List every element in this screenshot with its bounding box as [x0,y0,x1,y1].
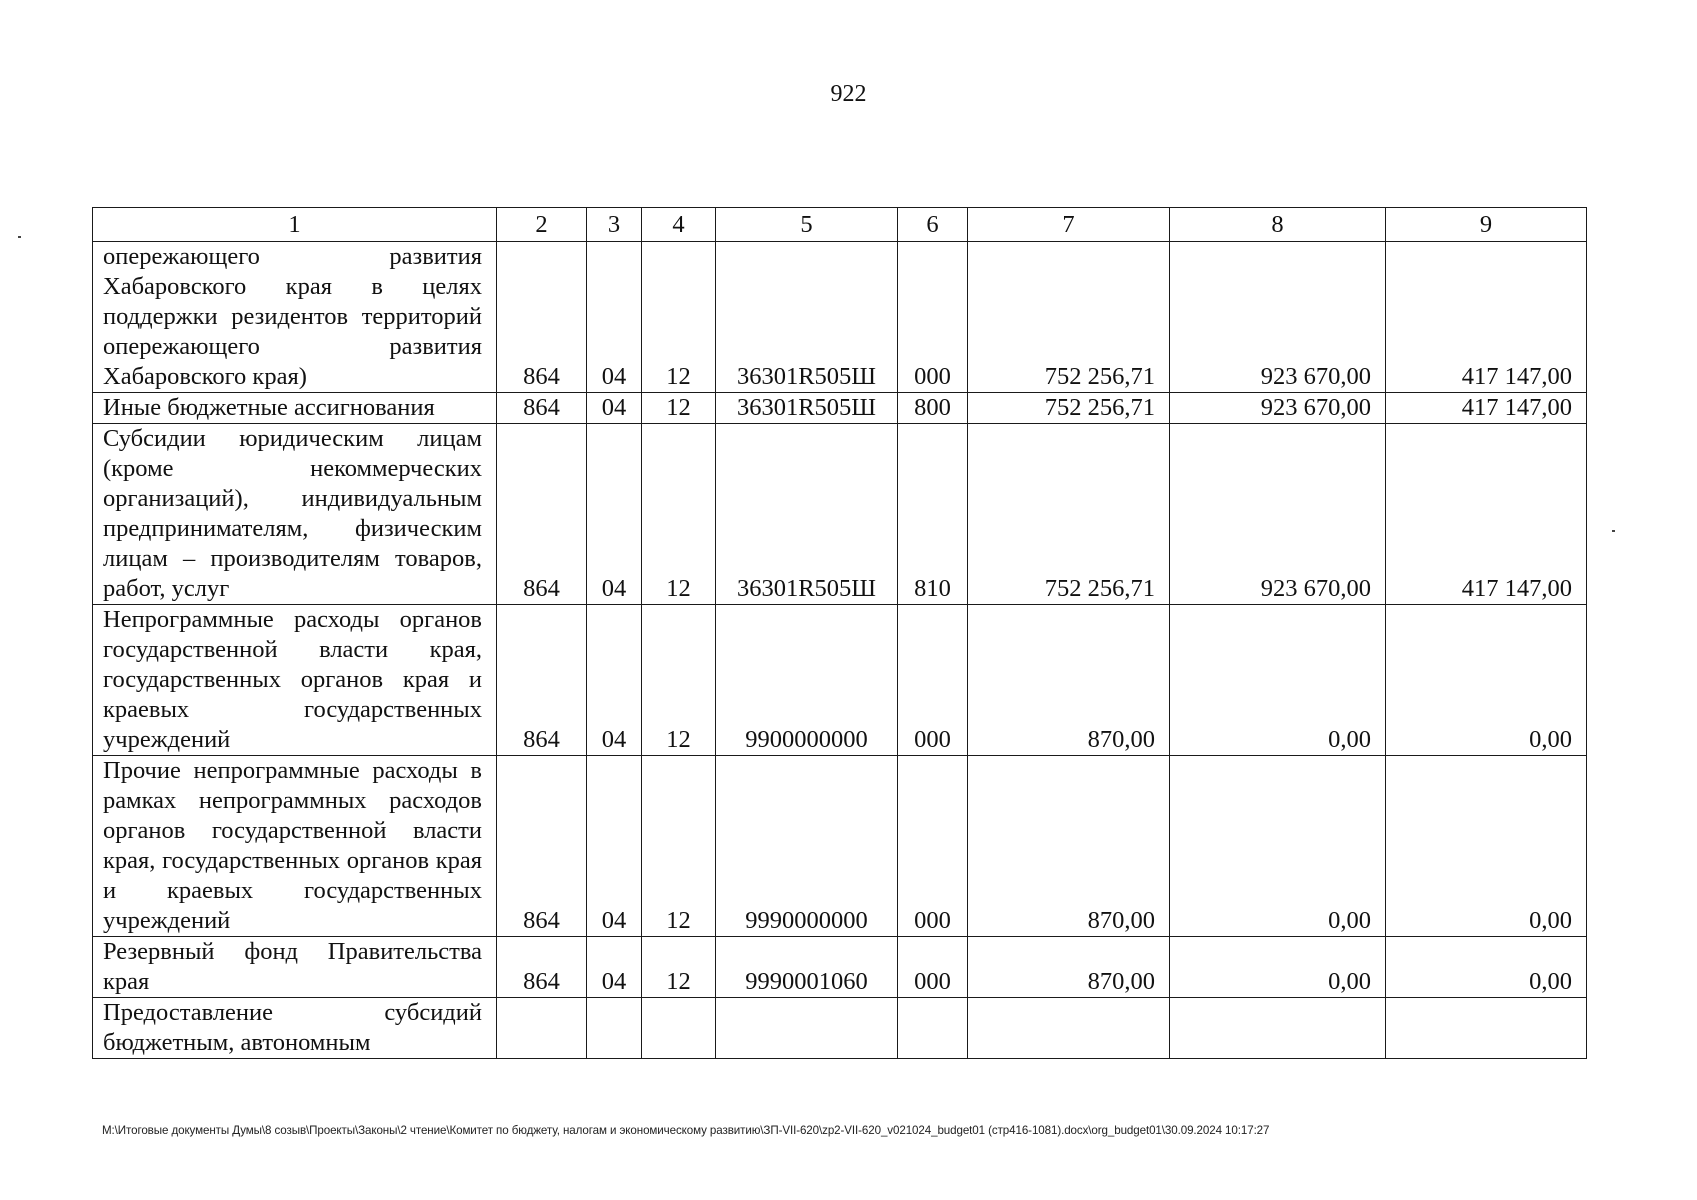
subsection-code-cell: 12 [642,242,716,393]
subsection-code-cell: 12 [642,605,716,756]
ministry-code-cell: 864 [497,937,587,998]
expense-type-cell: 000 [898,937,968,998]
ministry-code-cell: 864 [497,605,587,756]
expense-type-cell: 810 [898,424,968,605]
document-file-path: M:\Итоговые документы Думы\8 созыв\Проекты\Законы\2 чтение\Комитет по бюджету, налогам и экономическому развитию\ЗП-VII-620\zp2-VII-620_v021024_budget01 (стр416-1081).docx\org_budget01\30.09.2024 10:17:27 [102,1124,1270,1137]
column-header: 3 [587,208,642,242]
expense-name-cell: Предоставление субсидий бюджетным, автономным [93,998,497,1059]
column-header: 4 [642,208,716,242]
column-header: 6 [898,208,968,242]
section-code-cell: 04 [587,937,642,998]
expense-type-cell: 000 [898,756,968,937]
section-code-cell: 04 [587,424,642,605]
table-row [93,393,1587,424]
section-code-cell: 04 [587,242,642,393]
expense-type-cell [898,998,968,1059]
expense-name-cell: Субсидии юридическим лицам (кроме некоммерческих организаций), индивидуальным предпринимателям, физическим лицам – производителям товаров, работ, услуг [93,424,497,605]
amount-col7-cell: 870,00 [968,605,1170,756]
section-code-cell [587,998,642,1059]
amount-col8-cell: 0,00 [1170,937,1386,998]
expense-name-cell: Иные бюджетные ассигнования [93,393,497,424]
expense-name-cell: Непрограммные расходы органов государственной власти края, государственных органов края и краевых государственных учреждений [93,605,497,756]
table-row [93,998,1587,1059]
expense-type-cell: 000 [898,605,968,756]
ministry-code-cell: 864 [497,424,587,605]
table-row [93,424,1587,605]
amount-col9-cell: 417 147,00 [1386,242,1587,393]
expense-type-cell: 800 [898,393,968,424]
target-article-cell: 36301R505Ш [716,242,898,393]
column-header: 9 [1386,208,1587,242]
subsection-code-cell: 12 [642,756,716,937]
ministry-code-cell [497,998,587,1059]
amount-col7-cell: 752 256,71 [968,393,1170,424]
column-header: 1 [93,208,497,242]
subsection-code-cell: 12 [642,937,716,998]
amount-col9-cell [1386,998,1587,1059]
target-article-cell: 36301R505Ш [716,424,898,605]
target-article-cell: 9900000000 [716,605,898,756]
amount-col7-cell: 870,00 [968,756,1170,937]
amount-col8-cell: 0,00 [1170,605,1386,756]
budget-table [92,207,1587,1059]
subsection-code-cell: 12 [642,393,716,424]
amount-col8-cell [1170,998,1386,1059]
section-code-cell: 04 [587,605,642,756]
column-header: 2 [497,208,587,242]
amount-col9-cell: 0,00 [1386,756,1587,937]
page-number: 922 [830,81,867,107]
expense-name-cell: Прочие непрограммные расходы в рамках непрограммных расходов органов государственной власти края, государственных органов края и краевых государственных учреждений [93,756,497,937]
column-header: 5 [716,208,898,242]
amount-col8-cell: 923 670,00 [1170,242,1386,393]
ministry-code-cell: 864 [497,393,587,424]
section-code-cell: 04 [587,393,642,424]
section-code-cell: 04 [587,756,642,937]
amount-col9-cell: 417 147,00 [1386,424,1587,605]
table-row [93,605,1587,756]
amount-col8-cell: 0,00 [1170,756,1386,937]
target-article-cell: 9990001060 [716,937,898,998]
expense-type-cell: 000 [898,242,968,393]
amount-col7-cell: 752 256,71 [968,242,1170,393]
scan-speck [18,236,21,238]
table-row [93,242,1587,393]
expense-name-cell: Резервный фонд Правительства края [93,937,497,998]
amount-col7-cell [968,998,1170,1059]
amount-col7-cell: 870,00 [968,937,1170,998]
target-article-cell: 36301R505Ш [716,393,898,424]
amount-col9-cell: 0,00 [1386,937,1587,998]
ministry-code-cell: 864 [497,242,587,393]
ministry-code-cell: 864 [497,756,587,937]
table-row [93,756,1587,937]
amount-col7-cell: 752 256,71 [968,424,1170,605]
amount-col9-cell: 417 147,00 [1386,393,1587,424]
amount-col9-cell: 0,00 [1386,605,1587,756]
scan-speck [1612,530,1615,532]
target-article-cell [716,998,898,1059]
amount-col8-cell: 923 670,00 [1170,424,1386,605]
column-header: 7 [968,208,1170,242]
table-row [93,937,1587,998]
column-header: 8 [1170,208,1386,242]
subsection-code-cell: 12 [642,424,716,605]
table-header-row [93,208,1587,242]
amount-col8-cell: 923 670,00 [1170,393,1386,424]
expense-name-cell: опережающего развития Хабаровского края в целях поддержки резидентов территорий опережающего развития Хабаровского края) [93,242,497,393]
target-article-cell: 9990000000 [716,756,898,937]
subsection-code-cell [642,998,716,1059]
